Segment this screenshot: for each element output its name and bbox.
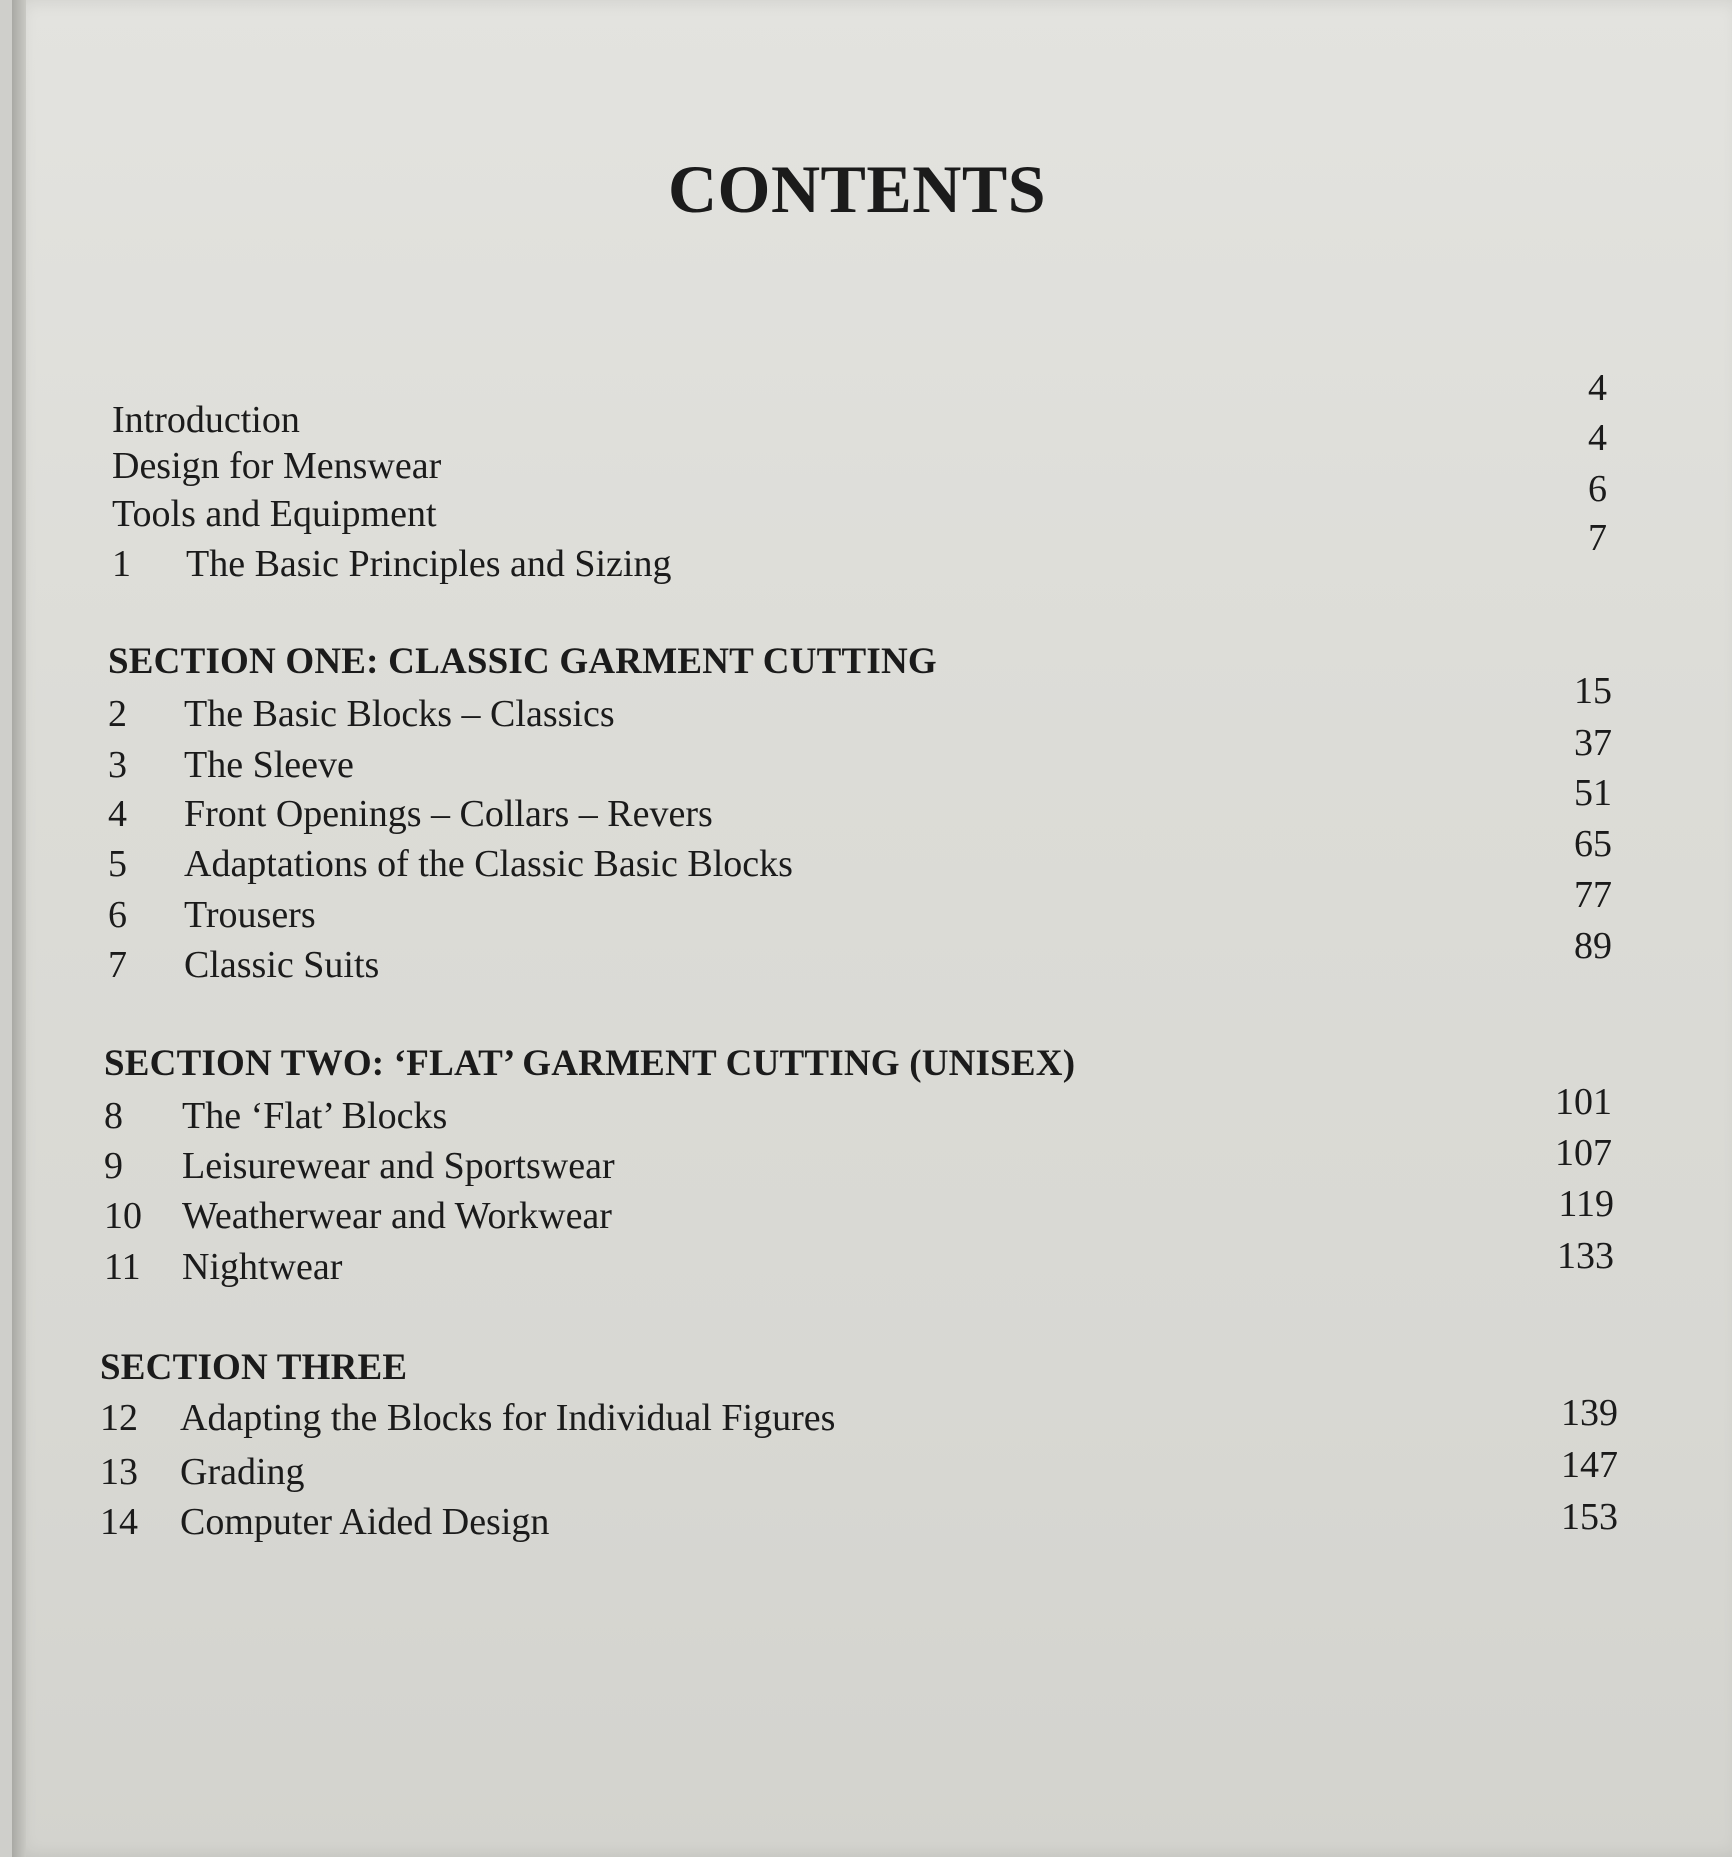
- toc-entry-title: The ‘Flat’ Blocks: [182, 1095, 448, 1137]
- toc-chapter-number: 10: [104, 1195, 142, 1237]
- toc-chapter-number: 11: [104, 1246, 141, 1288]
- toc-page-number: 107: [1555, 1132, 1612, 1174]
- toc-chapter-number: 4: [108, 793, 127, 835]
- toc-page-number: 147: [1561, 1444, 1618, 1486]
- toc-page-number: 153: [1561, 1496, 1618, 1538]
- toc-chapter-number: 5: [108, 843, 127, 885]
- toc-page-number: 133: [1557, 1235, 1614, 1277]
- toc-entry-title: Adapting the Blocks for Individual Figures: [180, 1397, 836, 1439]
- toc-chapter-number: 3: [108, 744, 127, 786]
- toc-entry-title: Nightwear: [182, 1246, 343, 1288]
- toc-chapter-number: 2: [108, 693, 127, 735]
- section-heading-two: SECTION TWO: ‘FLAT’ GARMENT CUTTING (UNISEX): [104, 1043, 1076, 1084]
- toc-page-number: 15: [1574, 670, 1612, 712]
- toc-chapter-number: 6: [108, 894, 127, 936]
- toc-entry-title: The Basic Principles and Sizing: [186, 543, 672, 585]
- toc-page-number: 65: [1574, 823, 1612, 865]
- toc-entry-title: Front Openings – Collars – Revers: [184, 793, 713, 835]
- toc-page-number: 119: [1558, 1183, 1614, 1225]
- toc-entry-title: Leisurewear and Sportswear: [182, 1145, 615, 1187]
- toc-chapter-number: 12: [100, 1397, 138, 1439]
- page-gutter-shadow: [12, 0, 26, 1857]
- toc-page-number: 101: [1555, 1081, 1612, 1123]
- toc-entry-title: Classic Suits: [184, 944, 380, 986]
- toc-page-number: 4: [1588, 417, 1607, 459]
- toc-entry-title: Design for Menswear: [112, 445, 442, 487]
- toc-entry-title: Weatherwear and Workwear: [182, 1195, 612, 1237]
- toc-entry-title: The Sleeve: [184, 744, 354, 786]
- toc-entry-title: Grading: [180, 1451, 305, 1493]
- section-heading-three: SECTION THREE: [100, 1347, 408, 1388]
- toc-entry-title: Computer Aided Design: [180, 1501, 550, 1543]
- toc-chapter-number: 14: [100, 1501, 138, 1543]
- toc-entry-title: The Basic Blocks – Classics: [184, 693, 615, 735]
- toc-chapter-number: 8: [104, 1095, 123, 1137]
- toc-page-number: 89: [1574, 925, 1612, 967]
- toc-chapter-number: 7: [108, 944, 127, 986]
- section-heading-one: SECTION ONE: CLASSIC GARMENT CUTTING: [108, 641, 937, 682]
- toc-chapter-number: 1: [112, 543, 131, 585]
- toc-page-number: 37: [1574, 722, 1612, 764]
- toc-page-number: 139: [1561, 1392, 1618, 1434]
- toc-page-number: 77: [1574, 874, 1612, 916]
- toc-entry-title: Introduction: [112, 399, 300, 441]
- page-title: CONTENTS: [667, 151, 1047, 227]
- toc-page-number: 4: [1588, 367, 1607, 409]
- toc-page-number: 7: [1588, 517, 1607, 559]
- book-page: [12, 0, 1732, 1857]
- toc-page-number: 51: [1574, 772, 1612, 814]
- toc-entry-title: Adaptations of the Classic Basic Blocks: [184, 843, 793, 885]
- toc-entry-title: Trousers: [184, 894, 316, 936]
- toc-chapter-number: 9: [104, 1145, 123, 1187]
- toc-chapter-number: 13: [100, 1451, 138, 1493]
- toc-entry-title: Tools and Equipment: [112, 493, 437, 535]
- toc-page-number: 6: [1588, 468, 1607, 510]
